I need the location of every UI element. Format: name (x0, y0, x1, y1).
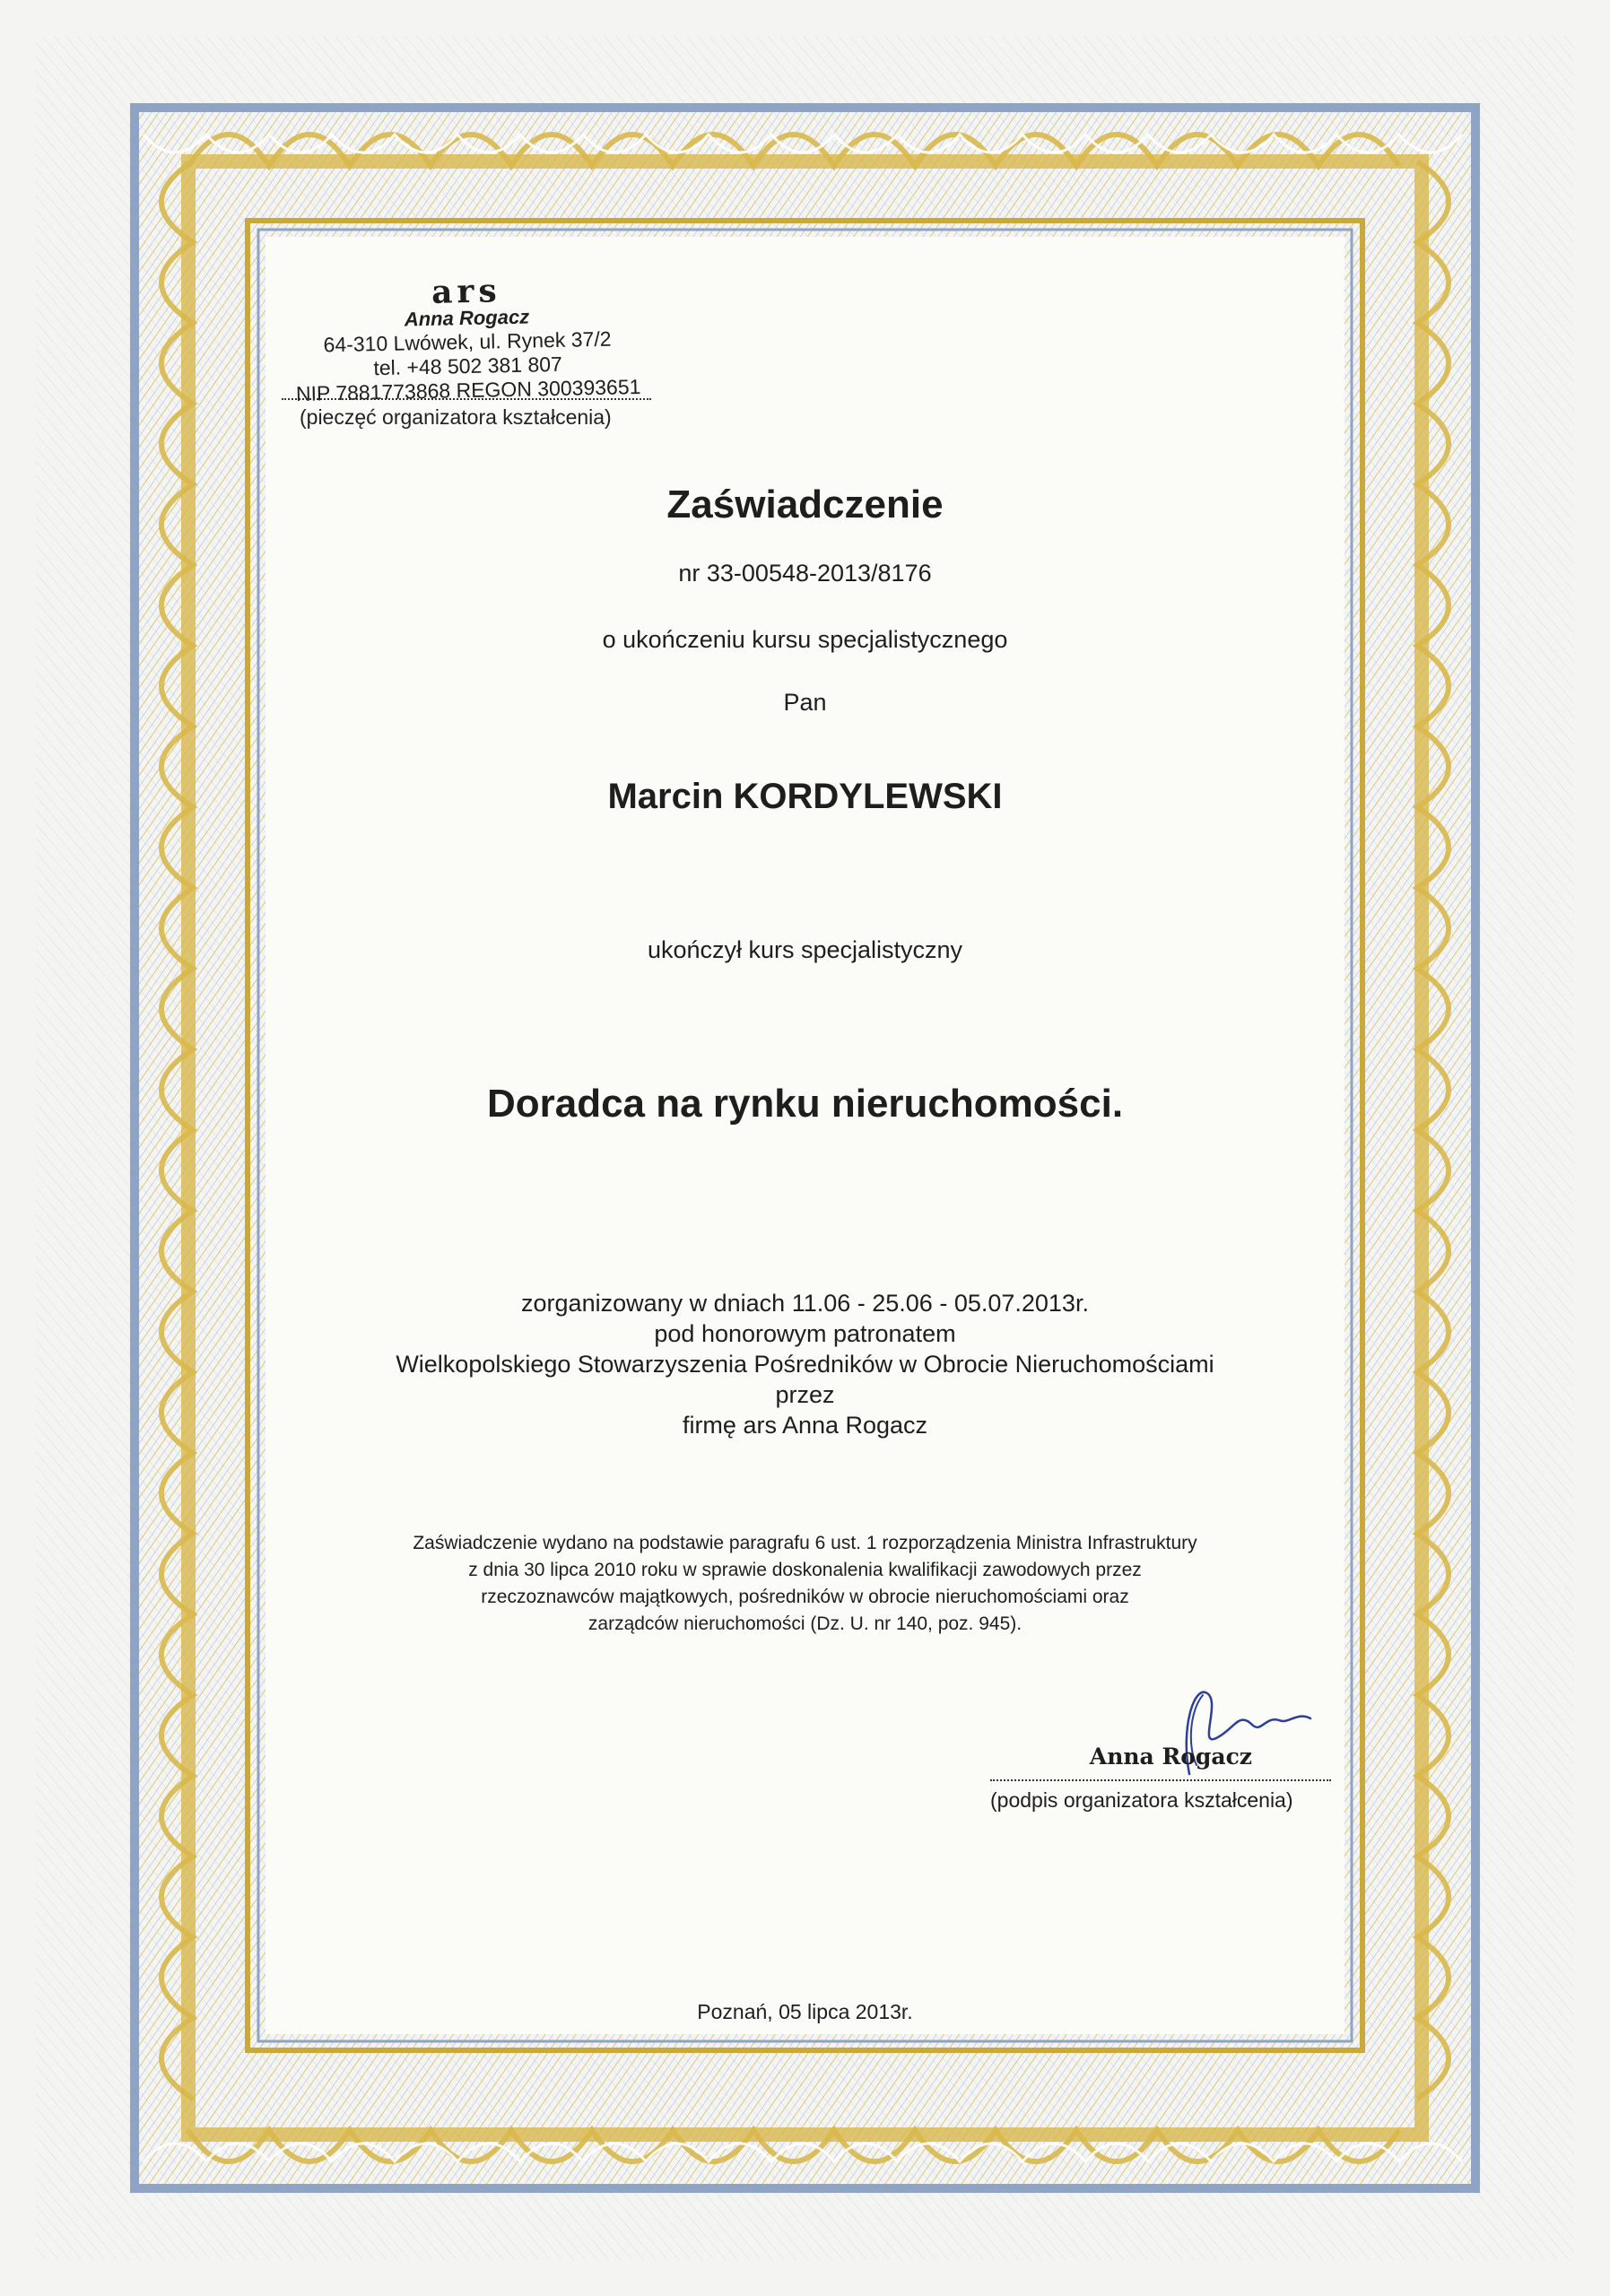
legal-basis (265, 1530, 1345, 1638)
legal-line: rzeczoznawców majątkowych, pośredników w obrocie nieruchomościami oraz (481, 1587, 1129, 1607)
legal-line: z dnia 30 lipca 2010 roku w sprawie doskonalenia kwalifikacji zawodowych przez (468, 1560, 1142, 1580)
legal-line: Zaświadczenie wydano na podstawie paragrafu 6 ust. 1 rozporządzenia Ministra Infrastruktury (413, 1533, 1197, 1553)
organizer-stamp (269, 272, 666, 406)
by-text: przez (775, 1381, 835, 1408)
stamp-ids: NIP 7881773868 REGON 300393651 (295, 374, 641, 406)
patronage-text: pod honorowym patronatem (654, 1320, 956, 1347)
course-title: Doradca na rynku nieruchomości. (486, 1082, 1124, 1126)
signature-caption: (podpis organizatora kształcenia) (990, 1788, 1293, 1812)
company-name: firmę ars Anna Rogacz (682, 1412, 928, 1439)
legal-line: zarządców nieruchomości (Dz. U. nr 140, poz. 945). (587, 1613, 1023, 1634)
completion-text: ukończył kurs specjalistyczny (647, 936, 963, 963)
signatory-name: Anna Rogacz (1089, 1744, 1252, 1770)
stamp-address: 64-310 Lwówek, ul. Rynek 37/2 (323, 326, 612, 357)
course-details (265, 1288, 1345, 1440)
stamp-brand: ars (431, 272, 502, 311)
certificate-panel (265, 237, 1345, 2034)
certificate-number: nr 33-00548-2013/8176 (678, 560, 932, 587)
signature-dotted-line (990, 1779, 1331, 1781)
salutation: Pan (783, 689, 827, 716)
recipient-name: Marcin KORDYLEWSKI (607, 777, 1003, 816)
stamp-caption: (pieczęć organizatora kształcenia) (300, 405, 612, 429)
association-name: Wielkopolskiego Stowarzyszenia Pośredników w Obrocie Nieruchomościami (396, 1351, 1214, 1378)
certificate-subtitle: o ukończeniu kursu specjalistycznego (602, 626, 1008, 653)
place-date: Poznań, 05 lipca 2013r. (697, 2000, 913, 2023)
course-dates: zorganizowany w dniach 11.06 - 25.06 - 05.07.2013r. (521, 1290, 1089, 1317)
stamp-dotted-line (282, 398, 651, 400)
certificate-title: Zaświadczenie (666, 483, 944, 526)
stamp-phone: tel. +48 502 381 807 (373, 352, 563, 380)
stamp-owner: Anna Rogacz (404, 305, 530, 331)
